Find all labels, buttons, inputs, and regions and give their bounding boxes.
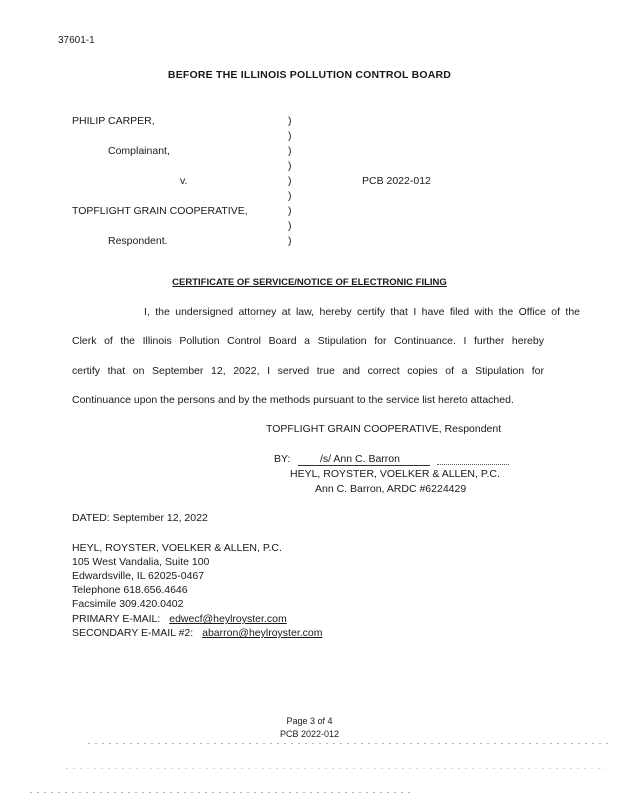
signature-by-label: BY: bbox=[274, 453, 291, 465]
document-code: 37601-1 bbox=[58, 35, 95, 46]
caption-paren: ) bbox=[288, 130, 292, 142]
respondent-label: Respondent. bbox=[108, 235, 168, 247]
case-number: PCB 2022-012 bbox=[362, 175, 431, 187]
signature-attorney: Ann C. Barron, ARDC #6224429 bbox=[315, 483, 467, 495]
telephone: Telephone 618.656.4646 bbox=[72, 584, 188, 596]
signature-firm: HEYL, ROYSTER, VOELKER & ALLEN, P.C. bbox=[290, 468, 500, 480]
body-line: Continuance upon the persons and by the methods pursuant to the service list hereto attached. bbox=[72, 394, 514, 406]
scan-noise bbox=[88, 743, 608, 744]
primary-email-row bbox=[72, 613, 287, 625]
caption-paren: ) bbox=[288, 115, 292, 127]
caption-paren: ) bbox=[288, 235, 292, 247]
page-number: Page 3 of 4 bbox=[286, 716, 333, 726]
body-line: certify that on September 12, 2022, I served true and correct copies of a Stipulation for bbox=[72, 365, 544, 377]
page-title: BEFORE THE ILLINOIS POLLUTION CONTROL BOARD bbox=[167, 69, 452, 81]
complainant-label: Complainant, bbox=[108, 145, 170, 157]
address-city: Edwardsville, IL 62025-0467 bbox=[72, 570, 205, 582]
signature-text: /s/ Ann C. Barron bbox=[320, 453, 400, 465]
address-firm: HEYL, ROYSTER, VOELKER & ALLEN, P.C. bbox=[72, 542, 282, 554]
scan-noise bbox=[30, 792, 410, 793]
secondary-email-row bbox=[72, 627, 323, 639]
primary-email-label: PRIMARY E-MAIL: bbox=[72, 613, 161, 625]
caption-paren: ) bbox=[288, 190, 292, 202]
signature-party: TOPFLIGHT GRAIN COOPERATIVE, Respondent bbox=[266, 423, 502, 435]
body-line: Clerk of the Illinois Pollution Control Board a Stipulation for Continuance. I further hereby bbox=[72, 335, 544, 347]
secondary-email-label: SECONDARY E-MAIL #2: bbox=[72, 627, 194, 639]
caption-paren: ) bbox=[288, 205, 292, 217]
address-street: 105 West Vandalia, Suite 100 bbox=[72, 556, 210, 568]
scan-noise bbox=[66, 768, 606, 769]
signature-line bbox=[298, 453, 430, 466]
signature-line-extension bbox=[437, 464, 509, 465]
complainant-name: PHILIP CARPER, bbox=[72, 115, 155, 127]
dated-line: DATED: September 12, 2022 bbox=[72, 512, 208, 524]
caption-paren: ) bbox=[288, 145, 292, 157]
caption-paren: ) bbox=[288, 220, 292, 232]
primary-email-link[interactable]: edwecf@heylroyster.com bbox=[169, 613, 287, 625]
certificate-title: CERTIFICATE OF SERVICE/NOTICE OF ELECTRONIC FILING bbox=[172, 277, 447, 288]
versus-label: v. bbox=[180, 175, 188, 187]
caption-paren: ) bbox=[288, 175, 292, 187]
caption-paren: ) bbox=[288, 160, 292, 172]
footer-case-number: PCB 2022-012 bbox=[279, 729, 340, 739]
respondent-name: TOPFLIGHT GRAIN COOPERATIVE, bbox=[72, 205, 248, 217]
secondary-email-link[interactable]: abarron@heylroyster.com bbox=[202, 627, 323, 639]
body-line: I, the undersigned attorney at law, hereby certify that I have filed with the Office of the bbox=[144, 306, 580, 318]
facsimile: Facsimile 309.420.0402 bbox=[72, 598, 184, 610]
